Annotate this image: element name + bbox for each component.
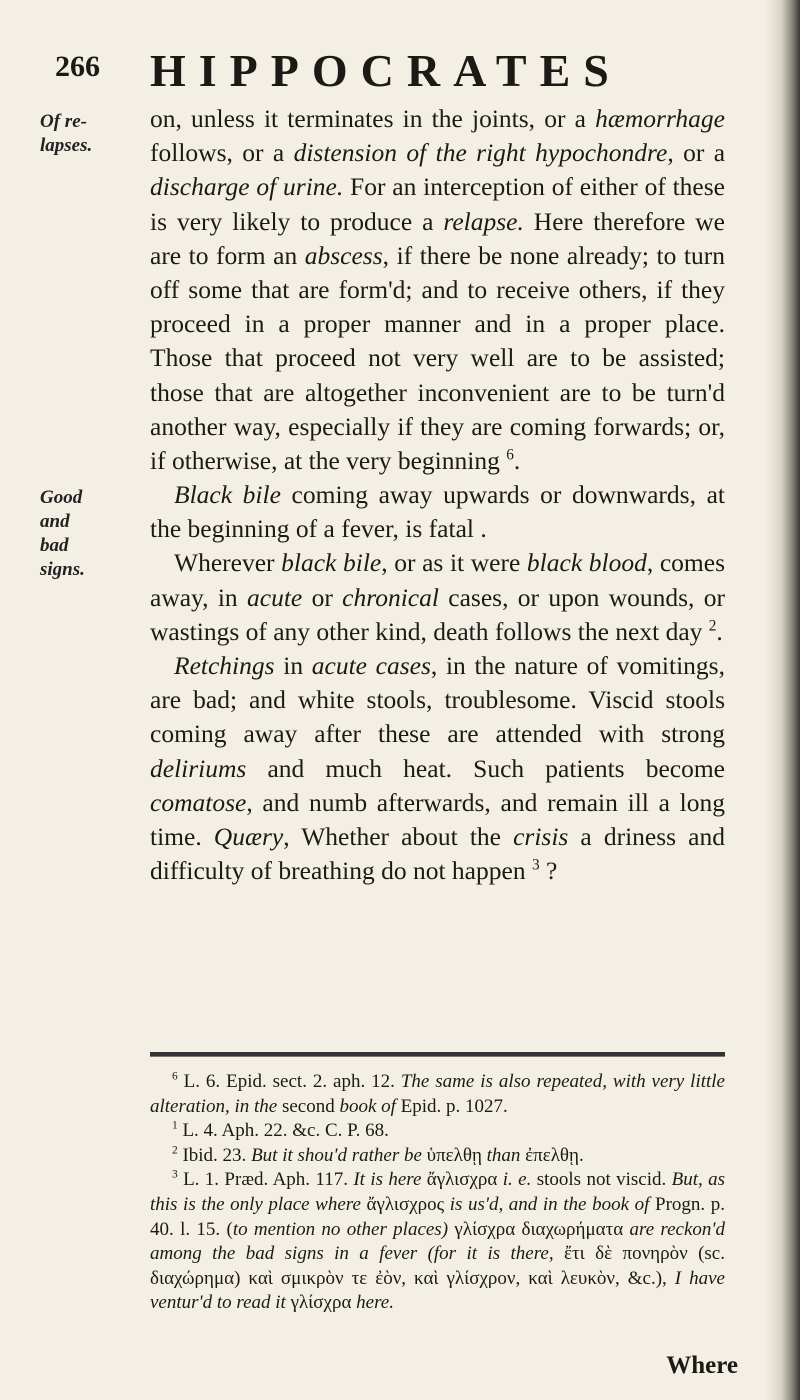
paragraphs-signs (150, 478, 725, 888)
footnote-1: $^1$ L. 4. Aph. 22. &c. C. P. 68. (172, 1119, 389, 1142)
footnote-2: $^2$ Ibid. 23. But it shou'd rather be ὑπελθῃ than ἐπελθῃ. (172, 1144, 584, 1166)
footnote-6: $^6$ L. 6. Epid. sect. 2. aph. 12. The same is also repeated, with very little alteration, in the second book of Epid. p. 1027. (150, 1070, 725, 1117)
paragraph-retchings: Retchings in acute cases, in the nature of vomitings, are bad; and white stools, troublesome. Viscid stools coming away after these are attended with strong deliriums and much heat. Such patients become comatose, and numb afterwards, and remain ill a long time. Quæry, Whether about the crisis a driness and difficulty of breathing do not happen $^3$ ? (150, 651, 725, 886)
footnote-divider (150, 1052, 725, 1057)
page-number: 266 (55, 50, 100, 83)
paragraph-black-blood: Wherever black bile, or as it were black blood, comes away, in acute or chronical cases, or upon wounds, or wastings of any other kind, death follows the next day $^2$. (150, 548, 726, 646)
footnotes (150, 1070, 725, 1316)
page-spine-shadow (766, 0, 800, 1400)
footnote-ref: 2 (708, 617, 717, 635)
margin-note-signs: Good and bad signs. (40, 487, 85, 580)
paragraph-relapses: on, unless it terminates in the joints, or a hæmorrhage follows, or a distension of the right hypochondre, or a discharge of urine. For an interception of either of these is very likely to produce a relapse. Here therefore we are to form an abscess, if there be none already; to turn off some that are form'd; and to receive others, if they proceed in a proper manner and in a proper place. Those that proceed not very well are to be assisted; those that are altogether inconvenient are to be turn'd another way, especially if they are coming forwards; or, if otherwise, at the very beginning $^6$. (150, 104, 726, 476)
footnote-ref: 6 (506, 446, 514, 464)
margin-note-relapses: Of re- lapses. (40, 111, 93, 156)
catchword: Where (666, 1352, 738, 1379)
page-header (55, 44, 715, 100)
paragraph-black-bile: Black bile coming away upwards or downwards, at the beginning of a fever, is fatal . (150, 480, 725, 544)
running-title: HIPPOCRATES (150, 45, 622, 96)
footnote-ref: 3 (531, 856, 540, 874)
footnote-3: $^3$ L. 1. Præd. Aph. 117. It is here ἄγλισχρα i. e. stools not viscid. But, as this is the only place where ἄγλισχρος is us'd, and in the book of Progn. p. 40. l. 15. (to mention no other places) γλίσχρα διαχωρήματα are reckon'd among the bad signs in a fever (for it is there, ἔτι δὲ πονηρὸν (sc. διαχώρημα) καὶ σμικρὸν τε ἐὸν, καὶ γλίσχρον, καὶ λευκὸν, &c.), I have ventur'd to read it γλίσχρα here. (150, 1169, 726, 1314)
